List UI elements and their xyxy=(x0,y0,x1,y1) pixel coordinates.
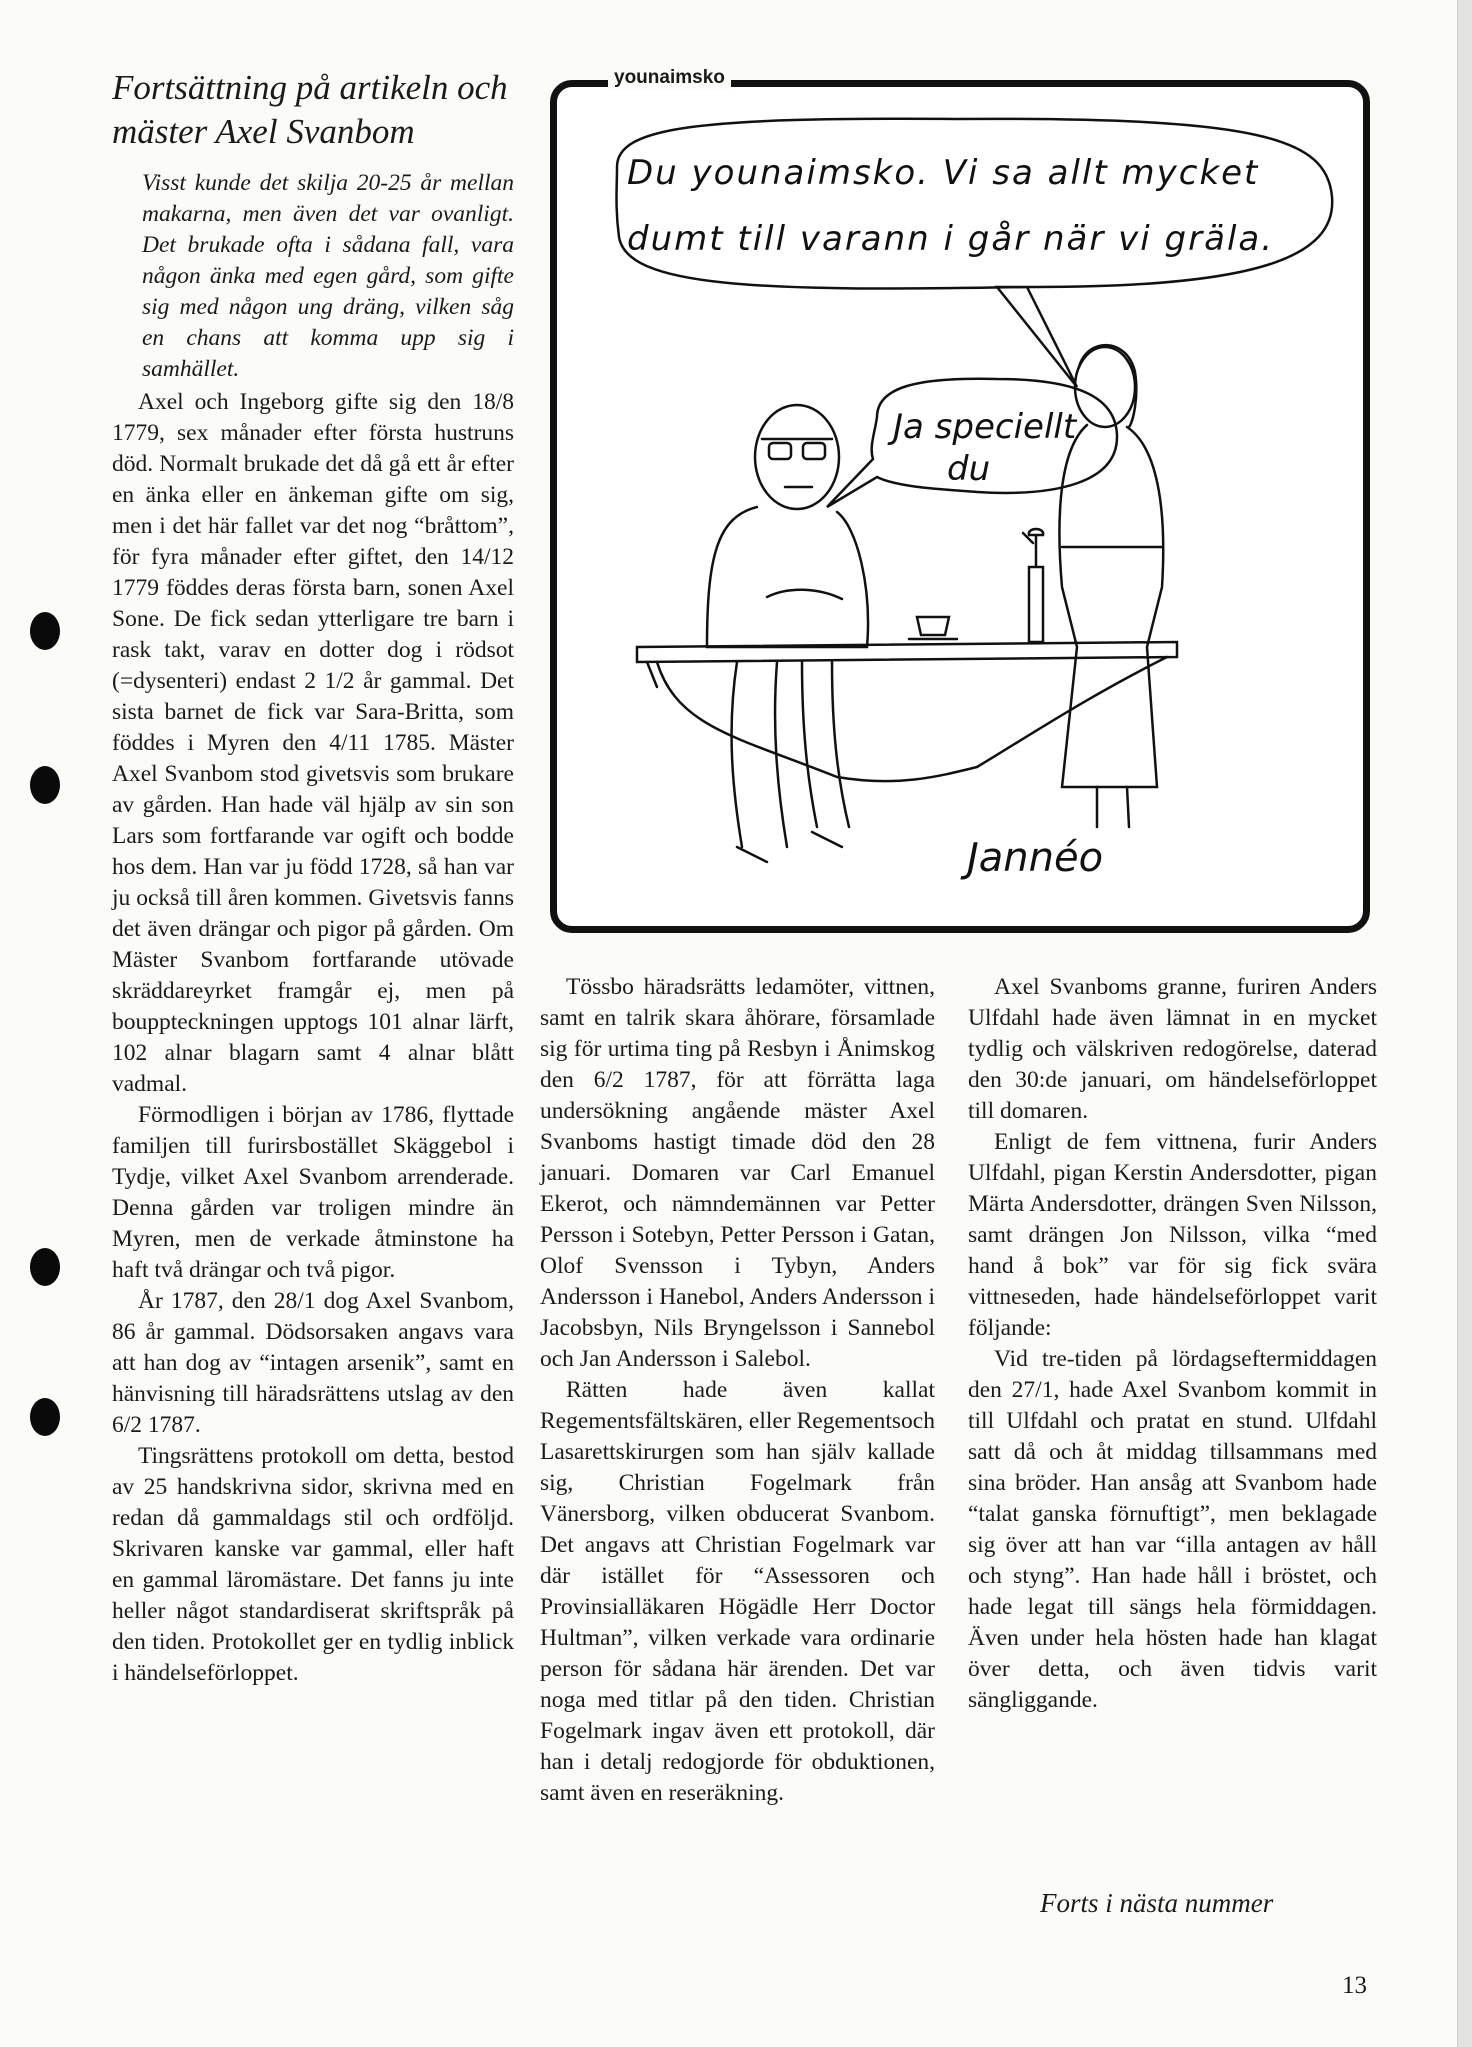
paragraph: Enligt de fem vittnena, furir Anders Ulfdahl, pigan Kerstin Andersdotter, pigan Märta Andersdotter, drängen Sven Nilsson, samt drängen Jon Nilsson, vilka “med hand å bok” var för sig fick svära vittneseden, hade händelseförloppet varit följande: xyxy=(968,1129,1377,1341)
flower-vase xyxy=(1023,529,1043,642)
table-top xyxy=(637,642,1177,662)
paragraph: Axel Svanboms granne, furiren Anders Ulfdahl hade även lämnat in en mycket tydlig och välskriven redogörelse, daterad den 30:de januari, om händelseförloppet till domaren. xyxy=(968,974,1377,1124)
paragraph: Axel och Ingeborg gifte sig den 18/8 1779, sex månader efter första hustruns död. Normalt brukade det då gå ett år efter en änka eller en änkeman gifte om sig, men i det här fallet var det nog “bråttom”, för fyra månader efter giftet, den 14/12 1779 föddes deras första barn, sonen Axel Sone. De fick sedan ytterligare tre barn i rask takt, varav en dotter dog i rödsot (=dysenteri) endast 2 1/2 år gammal. Det sista barnet de fick var Sara-Britta, som föddes i Myren den 4/11 1785. Mäster Axel Svanbom stod givetsvis som brukare av gården. Han hade väl hjälp av sin son Lars som fortfarande var ogift och bodde hos dem. Han var ju född 1728, så han var ju också till åren kommen. Givetsvis fanns det även drängar och pigor på gården. Om Mäster Svanbom fortfarande utövade skräddareyrket framgår ej, men på bouppteckningen upptogs 101 alnar lärft, 102 alnar blagarn samt 4 alnar blått vadmal. xyxy=(112,389,514,1097)
cartoon-panel xyxy=(550,80,1370,933)
paragraph: Förmodligen i början av 1786, flyttade familjen till furirsbostället Skäggebol i Tydje, vilket Axel Svanbom arrenderade. Denna gården var troligen mindre än Myren, men de verkade åtminstone ha haft två drängar och två pigor. xyxy=(112,1102,514,1283)
page-number: 13 xyxy=(1342,1972,1367,1999)
punch-hole xyxy=(30,612,60,650)
woman-body xyxy=(1059,425,1163,787)
cartoon-label: younaimsko xyxy=(608,67,731,89)
article-title: Fortsättning på artikeln och mäster Axel Svanbom xyxy=(112,68,508,151)
paragraph: Tössbo häradsrätts ledamöter, vittnen, samt en talrik skara åhörare, församlade sig för urtima ting på Resbyn i Ånimskog den 6/2 1787, för att förrätta laga undersökning angående mäster Axel Svanboms hastigt timade död den 28 januari. Domaren var Carl Emanuel Ekerot, och nämndemännen var Petter Persson i Sotebyn, Petter Persson i Gatan, Olof Svensson i Tybyn, Anders Andersson i Hanebol, Anders Andersson i Jacobsbyn, Nils Bryngelsson i Sannebol och Jan Andersson i Salebol. xyxy=(540,974,935,1372)
paragraph: Rätten hade även kallat Regementsfältskären, eller Regementsoch Lasarettskirurgen som han själv kallade sig, Christian Fogelmark från Vänersborg, vilken obducerat Svanbom. Det angavs att Christian Fogelmark var där istället för “Assessoren och Provinsialläkaren Högädle Herr Doctor Hultman”, vilken verkade vara ordinarie person för sådana här ärenden. Det var noga med titlar på den tiden. Christian Fogelmark ingav även ett protokoll, där han i detalj redogjorde för obduktionen, samt även en reseräkning. xyxy=(540,1377,935,1806)
man-body xyxy=(707,507,868,647)
continued-note: Forts i nästa nummer xyxy=(1040,1888,1274,1918)
woman-head xyxy=(1075,347,1135,427)
speech-bubble-line-1: Du younaimsko. Vi sa allt mycket xyxy=(627,153,1260,193)
coffee-cup xyxy=(909,617,957,639)
speech-bubble-line-2: dumt till varann i går när vi gräla. xyxy=(627,219,1275,259)
column-3 xyxy=(968,972,1377,1716)
intro-paragraph: Visst kunde det skilja 20-25 år mellan makarna, men även det var ovanligt. Det brukade ofta i sådana fall, vara någon änka med egen gård, som gifte sig med någon ung dräng, vilken såg en chans att komma upp sig i samhället. xyxy=(142,170,514,382)
artist-signature: Jannéo xyxy=(967,835,1104,881)
punch-hole xyxy=(30,1398,60,1436)
reply-bubble-line-2: du xyxy=(947,449,991,489)
cartoon-drawing xyxy=(557,87,1363,926)
paragraph: Vid tre-tiden på lördagseftermiddagen den 27/1, hade Axel Svanbom kommit in till Ulfdahl och pratat en stund. Ulfdahl satt då och åt middag tillsammans med sina bröder. Han ansåg att Svanbom hade “talat ganska förnuftigt”, men beklagade sig över att han var “illa antagen av håll och styng”. Han hade håll i bröstet, och hade legat till sängs hela förmiddagen. Även under hela hösten hade han klagat över detta, och även tidvis varit sängliggande. xyxy=(968,1346,1377,1713)
man-head xyxy=(755,405,839,509)
reply-bubble-line-1: Ja speciellt xyxy=(893,407,1077,447)
column-2 xyxy=(540,972,935,1809)
punch-hole xyxy=(30,766,60,804)
punch-hole xyxy=(30,1248,60,1286)
paragraph: År 1787, den 28/1 dog Axel Svanbom, 86 år gammal. Dödsorsaken angavs vara att han dog av “intagen arsenik”, samt en hänvisning till häradsrättens utslag av den 6/2 1787. xyxy=(112,1288,514,1438)
column-1 xyxy=(112,168,514,1689)
paragraph: Tingsrättens protokoll om detta, bestod av 25 handskrivna sidor, skrivna med en redan då gammaldags stil och ordföljd. Skrivaren kanske var gammal, eller haft en gammal läromästare. Det fanns ju inte heller något standardiserat skriftspråk på den tiden. Protokollet ger en tydlig inblick i händelseförloppet. xyxy=(112,1443,514,1686)
page-edge xyxy=(1457,0,1472,2047)
